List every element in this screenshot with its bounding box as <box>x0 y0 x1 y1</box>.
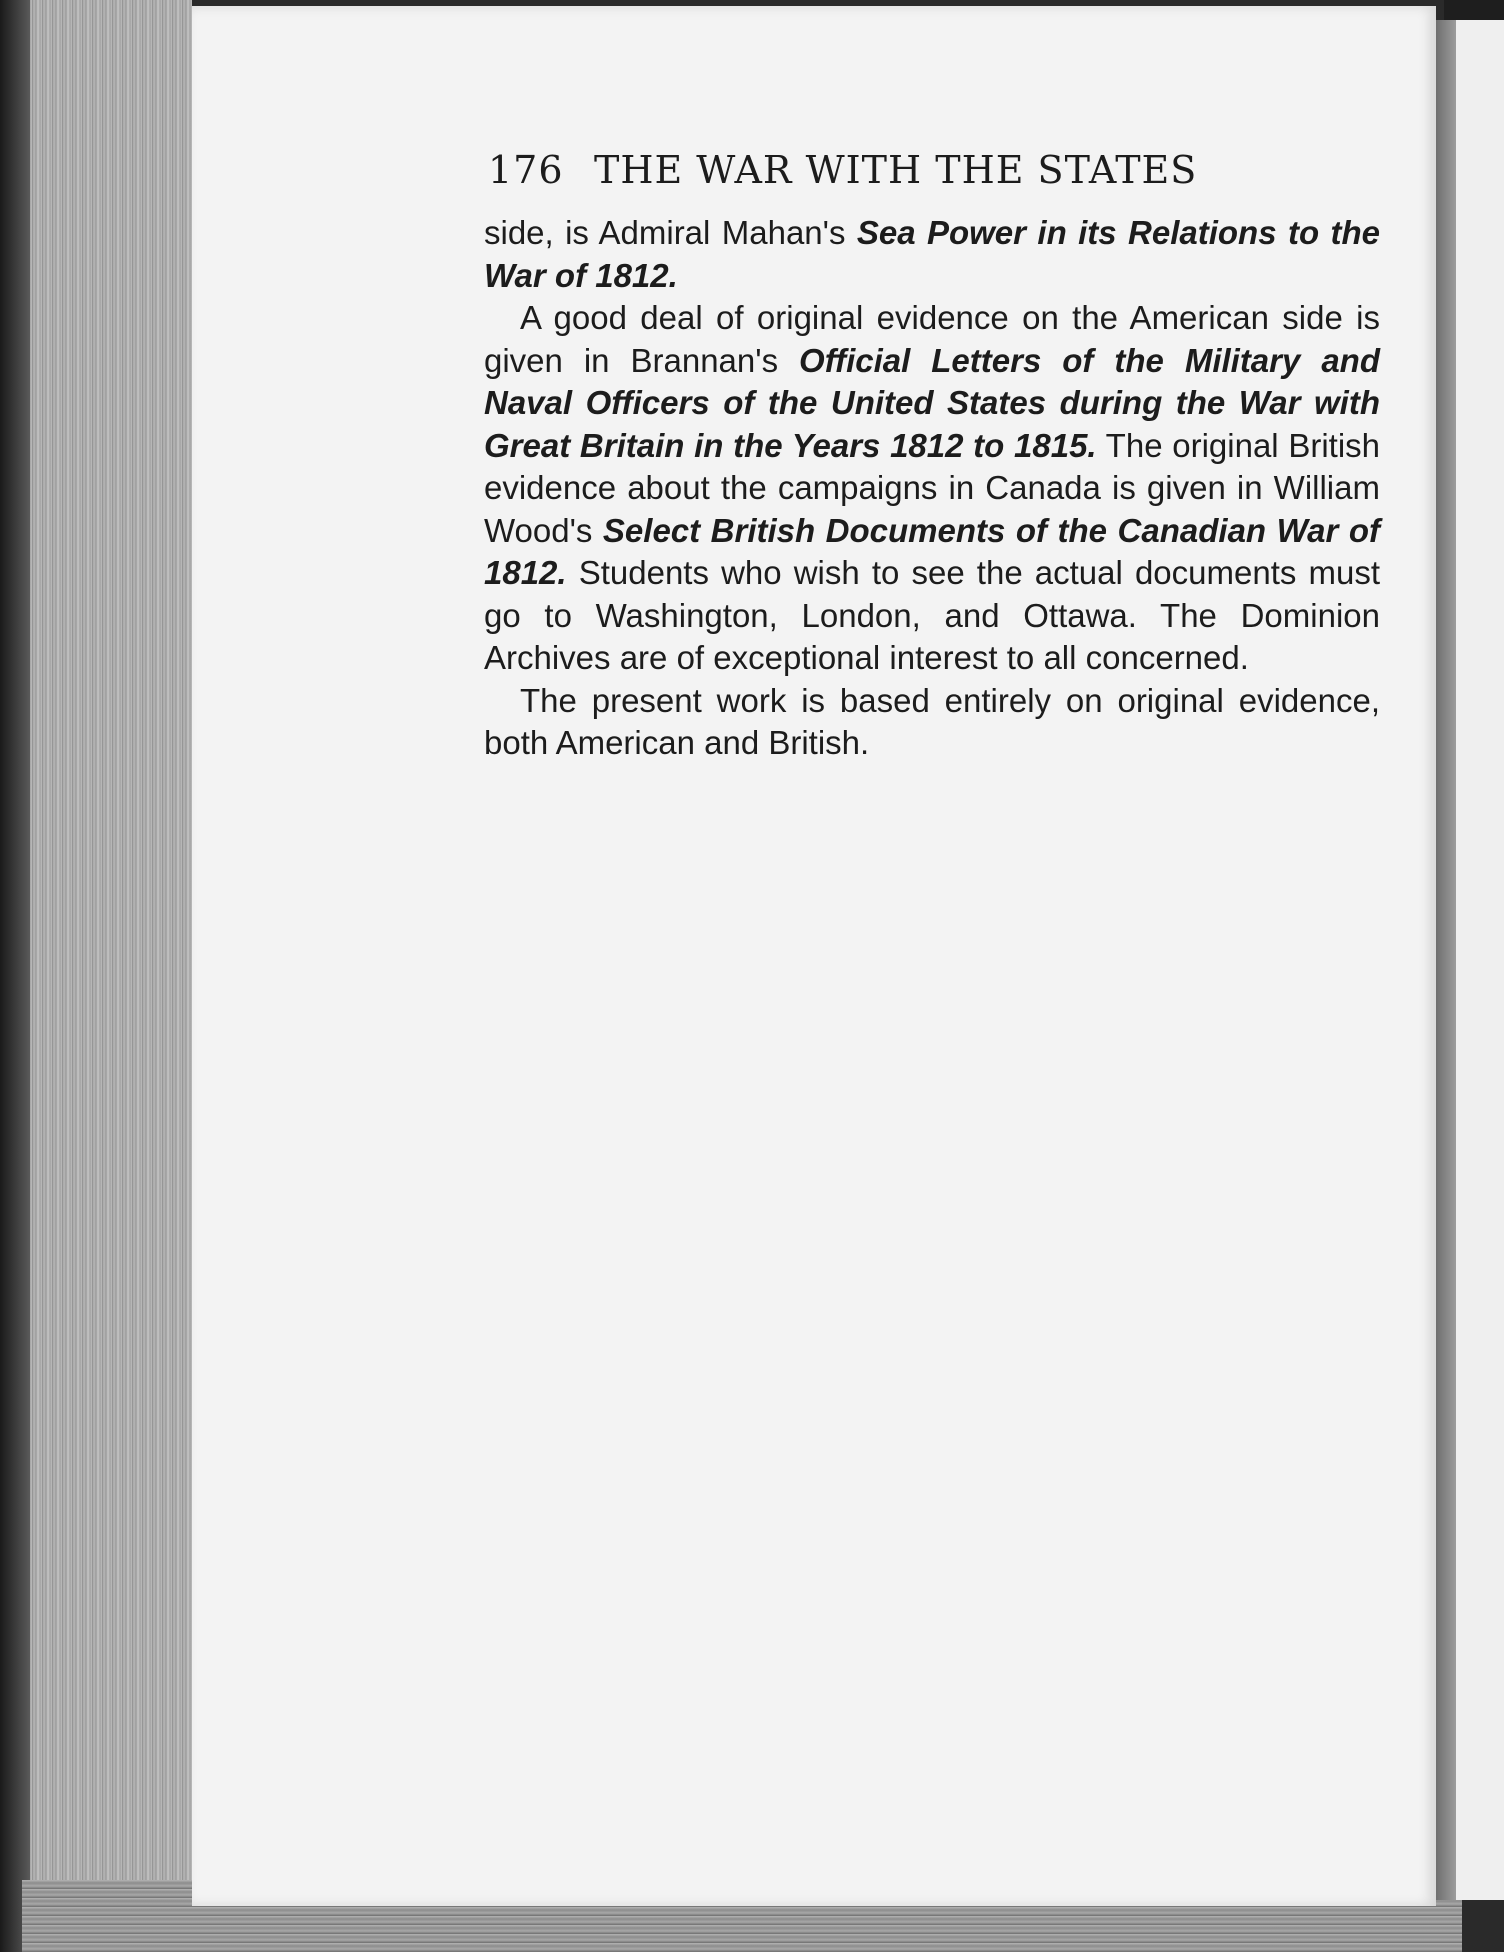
scan-corner <box>1444 0 1504 20</box>
paragraph-2-text-1: A good deal of original evidence on the American side is given in Brannan's <box>484 299 1380 379</box>
paragraph-1 <box>484 212 1380 297</box>
book-gutter <box>1436 20 1456 1900</box>
paragraph-2-title-1: Official Letters of the Military and Naval Officers of the United States during the War with Great Britain in the Years 1812 to 1815. <box>484 341 1380 464</box>
paragraph-1-title-1: Sea Power in its Relations to the War of 1812. <box>484 214 1380 294</box>
paragraph-3 <box>484 680 1380 765</box>
page-number: 176 <box>488 148 564 192</box>
body-text <box>484 212 1380 765</box>
book-edge-shadow <box>0 0 30 1952</box>
book-page-edges <box>22 0 192 1918</box>
paragraph-2-text-3: Students who wish to see the actual documents must go to Washington, London, and Ottawa. The Dominion Archives are of exceptional interest to all concerned. <box>484 554 1380 676</box>
running-head <box>484 140 1384 192</box>
page-content <box>484 140 1384 765</box>
running-title: THE WAR WITH THE STATES <box>594 148 1198 192</box>
paragraph-1-text-1: side, is Admiral Mahan's <box>484 214 857 251</box>
paragraph-2 <box>484 297 1380 680</box>
paragraph-3-text-1: The present work is based entirely on original evidence, both American and British. <box>484 681 1380 761</box>
paragraph-2-text-2: The original British evidence about the campaigns in Canada is given in William Wood's <box>484 426 1381 549</box>
facing-page-edge <box>1456 20 1504 1900</box>
paragraph-2-title-2: Select British Documents of the Canadian War of 1812. <box>484 511 1380 591</box>
